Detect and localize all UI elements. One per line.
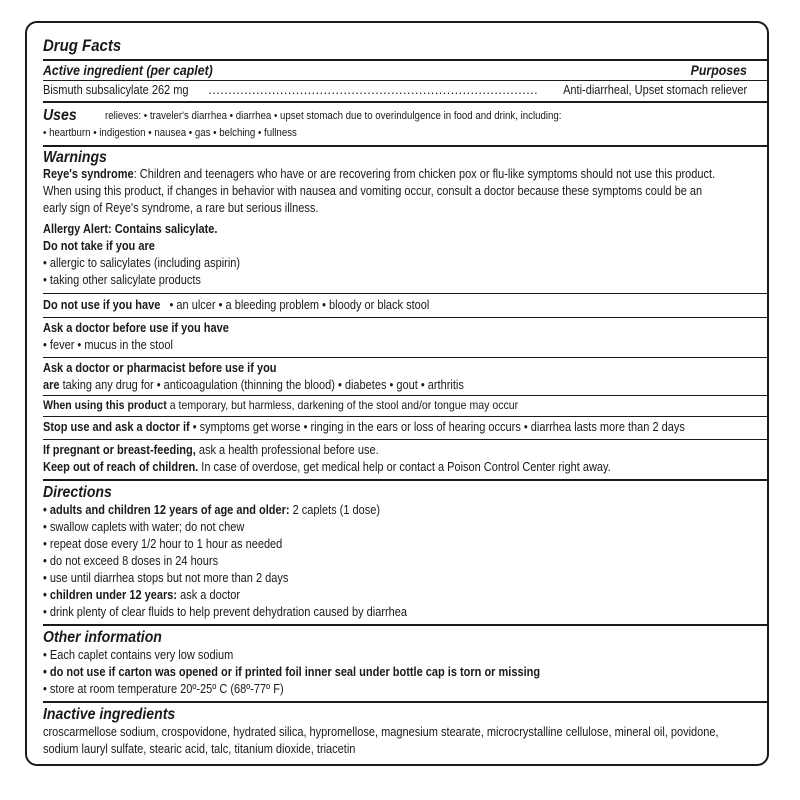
stop-use-label: Stop use and ask a doctor if: [43, 420, 190, 434]
directions-item: • do not exceed 8 doses in 24 hours: [43, 554, 219, 568]
directions-item: • swallow caplets with water; do not chew: [43, 520, 245, 534]
do-not-take-item-2: • taking other salicylate products: [43, 273, 201, 287]
other-info-item: • store at room temperature 20º-25º C (68º-77º F): [43, 682, 284, 696]
directions-item: • use until diarrhea stops but not more than 2 days: [43, 571, 289, 585]
inactive-ingredients-line-1: croscarmellose sodium, crospovidone, hydrated silica, hypromellose, magnesium stearate, microcrystalline cellulose, mineral oil, povidone,: [43, 725, 719, 739]
divider: [43, 80, 767, 81]
directions-children: [43, 587, 240, 604]
divider: [43, 293, 767, 294]
inactive-ingredients-heading: Inactive ingredients: [43, 706, 176, 723]
when-using-label: When using this product: [43, 398, 167, 412]
reye-label: Reye's syndrome: [43, 167, 134, 181]
stop-use-line: [43, 419, 685, 436]
allergy-alert: Allergy Alert: Contains salicylate.: [43, 222, 218, 236]
other-information-heading: Other information: [43, 629, 162, 646]
pregnant-label: If pregnant or breast-feeding,: [43, 443, 196, 457]
when-using-line: [43, 397, 518, 414]
keep-out-text: In case of overdose, get medical help or contact a Poison Control Center right away.: [198, 460, 611, 474]
directions-children-label: • children under 12 years:: [43, 588, 178, 602]
ask-pharmacist-text: taking any drug for • anticoagulation (thinning the blood) • diabetes • gout • arthritis: [59, 378, 464, 392]
divider: [43, 479, 767, 481]
ask-doctor-items: • fever • mucus in the stool: [43, 338, 173, 352]
active-ingredient-heading: Active ingredient (per caplet): [43, 62, 213, 78]
directions-item: • repeat dose every 1/2 hour to 1 hour as needed: [43, 537, 283, 551]
pregnant-text: ask a health professional before use.: [195, 443, 379, 457]
reye-line-2: When using this product, if changes in behavior with nausea and vomiting occur, consult a doctor because these symptoms could be an: [43, 184, 703, 198]
ingredient-purpose: Anti-diarrheal, Upset stomach reliever: [562, 83, 747, 97]
divider: [43, 624, 767, 626]
directions-adults: [43, 502, 380, 519]
divider: [43, 416, 767, 417]
keep-out-line: [43, 459, 611, 476]
warnings-heading: Warnings: [43, 149, 107, 166]
reye-line-3: early sign of Reye's syndrome, a rare but serious illness.: [43, 201, 319, 215]
divider: [43, 357, 767, 358]
do-not-use-line: [43, 297, 429, 314]
divider: [43, 59, 767, 61]
inactive-ingredients-line-2: sodium lauryl sulfate, stearic acid, talc, titanium dioxide, triacetin: [43, 742, 356, 756]
directions-children-text: ask a doctor: [177, 588, 241, 602]
reye-line-1: [43, 166, 715, 183]
directions-adults-text: 2 caplets (1 dose): [289, 503, 381, 517]
do-not-use-label: Do not use if you have: [43, 298, 161, 312]
directions-heading: Directions: [43, 484, 112, 501]
drug-facts-panel: [25, 21, 769, 766]
dot-leader: [208, 82, 538, 98]
ask-pharmacist-label: Ask a doctor or pharmacist before use if you: [43, 361, 277, 375]
do-not-take-item-1: • allergic to salicylates (including aspirin): [43, 256, 241, 270]
reye-text: : Children and teenagers who have or are recovering from chicken pox or flu-like symptoms should not use this product.: [133, 167, 716, 181]
drug-facts-title: Drug Facts: [43, 36, 122, 55]
uses-line-2: • heartburn • indigestion • nausea • gas • belching • fullness: [43, 127, 297, 139]
directions-item: • drink plenty of clear fluids to help prevent dehydration caused by diarrhea: [43, 605, 408, 619]
ask-pharmacist-line: [43, 377, 464, 394]
active-ingredient-row: [43, 82, 747, 98]
uses-heading-text: Uses: [43, 107, 77, 124]
divider: [43, 317, 767, 318]
divider: [43, 439, 767, 440]
divider: [43, 395, 767, 396]
ask-doctor-label: Ask a doctor before use if you have: [43, 321, 229, 335]
when-using-text: a temporary, but harmless, darkening of the stool and/or tongue may occur: [166, 398, 519, 412]
uses-line-1: relieves: • traveler's diarrhea • diarrhea • upset stomach due to overindulgence in food and drink, including:: [105, 110, 562, 122]
purposes-heading: Purposes: [690, 62, 747, 78]
divider: [43, 145, 767, 147]
divider: [43, 701, 767, 703]
other-info-item-bold: • do not use if carton was opened or if printed foil inner seal under bottle cap is torn or missing: [43, 665, 541, 679]
do-not-use-text: • an ulcer • a bleeding problem • bloody or black stool: [169, 298, 430, 312]
ingredient-name: Bismuth subsalicylate 262 mg: [43, 83, 189, 97]
uses-heading: [43, 107, 77, 125]
directions-adults-label: • adults and children 12 years of age and older:: [43, 503, 290, 517]
stop-use-text: • symptoms get worse • ringing in the ears or loss of hearing occurs • diarrhea lasts more than 2 days: [189, 420, 685, 434]
keep-out-label: Keep out of reach of children.: [43, 460, 199, 474]
pregnant-line: [43, 442, 379, 459]
divider: [43, 101, 767, 103]
other-info-item: • Each caplet contains very low sodium: [43, 648, 234, 662]
ask-pharmacist-are: are: [43, 378, 60, 392]
do-not-take-label: Do not take if you are: [43, 239, 155, 253]
